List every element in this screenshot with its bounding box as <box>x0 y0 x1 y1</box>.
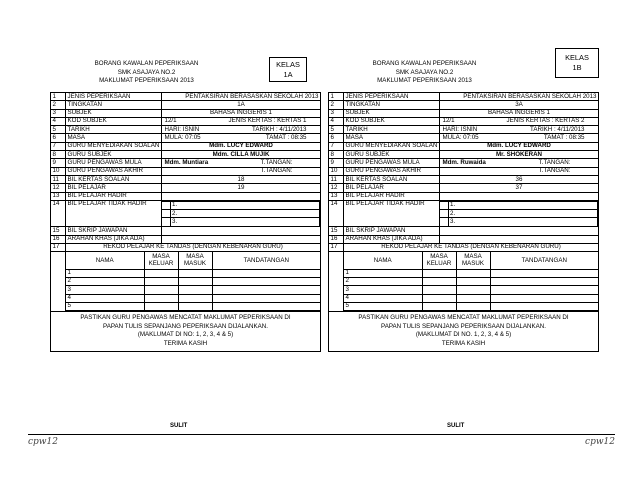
row-value-text: BAHASA INGGERIS 1 <box>488 109 550 117</box>
sig-keluar-cell <box>422 277 456 285</box>
signature-row <box>329 252 599 312</box>
sig-tandatangan-cell <box>212 294 320 302</box>
row-label: ARAHAN KHAS (JIKA ADA) <box>344 235 440 243</box>
row-number: 12 <box>51 184 66 192</box>
sig-row-number: 4 <box>344 294 422 302</box>
row-value <box>440 126 599 134</box>
table-row <box>344 294 598 302</box>
row-value <box>162 117 321 125</box>
row-value <box>162 175 321 183</box>
row-label: GURU PENGAWAS AKHIR <box>66 167 162 175</box>
row-value <box>162 93 321 101</box>
table-row <box>329 101 599 109</box>
note-line4: TERIMA KASIH <box>163 339 208 347</box>
note-block <box>51 312 321 351</box>
row-value-text: 18 <box>237 175 245 183</box>
table-row <box>51 126 321 134</box>
col-masa-masuk-l1: MASA <box>186 252 204 260</box>
col-masa-masuk-l2: MASUK <box>461 260 484 268</box>
row-number: 4 <box>329 117 344 125</box>
exam-info-table <box>50 92 321 352</box>
note-line2: PAPAN TULIS SEPANJANG PEPERIKSAAN DIJALANKAN. <box>103 322 268 330</box>
table-row <box>329 184 599 192</box>
row-value <box>440 117 599 125</box>
sig-row-number: 3 <box>66 286 144 294</box>
table-row <box>51 117 321 125</box>
sig-masuk-cell <box>456 286 490 294</box>
row-label: GURU SUBJEK <box>66 151 162 159</box>
col-nama: NAMA <box>66 252 144 269</box>
table-row <box>329 192 599 200</box>
col-masa-masuk <box>178 252 212 269</box>
row-value-left: HARI: ISNIN <box>442 125 478 133</box>
row-label: JENIS PEPERIKSAAN <box>344 93 440 101</box>
row-value-left: HARI: ISNIN <box>164 125 200 133</box>
row-value <box>162 184 321 192</box>
table-row <box>329 142 599 150</box>
note-row <box>51 312 321 351</box>
col-masa-keluar-l2: KELUAR <box>426 260 452 268</box>
row-value-right: TARIKH : 4/11/2013 <box>252 125 307 133</box>
row-value <box>440 175 599 183</box>
row-value <box>440 101 599 109</box>
row-label: TARIKH <box>66 126 162 134</box>
sig-row-number: 2 <box>344 277 422 285</box>
sig-keluar-cell <box>422 302 456 310</box>
exam-form-1a <box>50 46 321 352</box>
row-label: BIL PELAJAR TIDAK HADIR <box>344 200 440 226</box>
table-row <box>51 235 321 243</box>
row-number: 14 <box>51 200 66 226</box>
exam-info-table <box>328 92 599 352</box>
row-value-text: T.TANGAN: <box>260 167 293 175</box>
sig-tandatangan-cell <box>490 277 598 285</box>
row-value <box>162 159 321 167</box>
footer-mark: cpw12 <box>28 437 58 447</box>
signature-row <box>51 252 321 312</box>
note-line3: (MAKLUMAT DI NO. 1, 2, 3, 4 & 5) <box>415 331 512 339</box>
kelas-value: 1B <box>572 63 582 72</box>
row-label: KOD SUBJEK <box>344 117 440 125</box>
row-label: BIL PELAJAR TIDAK HADIR <box>66 200 162 226</box>
row-label: BIL PELAJAR HADIR <box>344 192 440 200</box>
table-row <box>329 227 599 235</box>
table-row <box>329 109 599 117</box>
sig-row-number: 1 <box>344 269 422 277</box>
row-value-right: TAMAT : 08:35 <box>265 134 307 142</box>
absent-gap <box>162 218 170 226</box>
table-row <box>66 302 320 310</box>
row-label: GURU MENYEDIAKAN SOALAN <box>66 142 162 150</box>
table-row <box>329 167 599 175</box>
row-number: 3 <box>51 109 66 117</box>
row-value-text: BAHASA INGGERIS 1 <box>210 109 272 117</box>
sig-row-number: 1 <box>66 269 144 277</box>
col-nama: NAMA <box>344 252 422 269</box>
row-number: 9 <box>51 159 66 167</box>
row-value <box>440 235 599 243</box>
sig-keluar-cell <box>144 294 178 302</box>
table-row <box>51 109 321 117</box>
row-value <box>440 151 599 159</box>
row-label: MASA <box>66 134 162 142</box>
footer-mark: cpw12 <box>585 437 615 447</box>
form-title-block <box>50 60 243 86</box>
note-row <box>329 312 599 351</box>
row-number: 8 <box>51 151 66 159</box>
table-row <box>329 117 599 125</box>
rekod-title: REKOD PELAJAR KE TANDAS (DENGAN KEBENARAN GURU) <box>344 243 599 251</box>
table-row <box>51 101 321 109</box>
sig-spacer <box>329 252 344 312</box>
note-line2: PAPAN TULIS SEPANJANG PEPERIKSAAN DIJALANKAN. <box>381 322 546 330</box>
row-number: 6 <box>329 134 344 142</box>
row-value <box>440 167 599 175</box>
kelas-label: KELAS <box>276 60 300 69</box>
sig-tandatangan-cell <box>490 286 598 294</box>
row-number: 5 <box>329 126 344 134</box>
col-masa-masuk <box>456 252 490 269</box>
sig-keluar-cell <box>144 277 178 285</box>
form-title: BORANG KAWALAN PEPERIKSAAN <box>94 60 199 67</box>
row-number: 7 <box>329 142 344 150</box>
sig-keluar-cell <box>144 269 178 277</box>
row-value-text: 19 <box>237 183 245 191</box>
table-row <box>51 167 321 175</box>
sig-masuk-cell <box>456 277 490 285</box>
row-number: 17 <box>329 243 344 251</box>
row-number: 15 <box>329 227 344 235</box>
row-number: 10 <box>51 167 66 175</box>
sig-keluar-cell <box>144 286 178 294</box>
table-row <box>66 269 320 277</box>
rekod-title: REKOD PELAJAR KE TANDAS (DENGAN KEBENARAN GURU) <box>66 243 321 251</box>
table-row <box>66 286 320 294</box>
sig-masuk-cell <box>178 302 212 310</box>
signature-table <box>344 252 598 311</box>
sig-masuk-cell <box>178 277 212 285</box>
row-value-text: Mdm. LUCY EDWARD <box>209 142 273 150</box>
sig-masuk-cell <box>178 269 212 277</box>
row-label: ARAHAN KHAS (JIKA ADA) <box>66 235 162 243</box>
footer-divider <box>28 434 615 435</box>
table-row <box>51 175 321 183</box>
row-value-text: 1A <box>237 100 245 108</box>
row-label: GURU PENGAWAS MULA <box>344 159 440 167</box>
row-value <box>162 167 321 175</box>
row-label: SUBJEK <box>66 109 162 117</box>
sig-keluar-cell <box>422 286 456 294</box>
sig-row-number: 4 <box>66 294 144 302</box>
exam-form-1b <box>328 46 599 352</box>
list-item <box>162 210 320 218</box>
row-value-text: 3A <box>515 100 523 108</box>
table-row <box>344 286 598 294</box>
row-value-right: T.TANGAN: <box>538 158 571 166</box>
row-value <box>440 93 599 101</box>
sig-masuk-cell <box>456 269 490 277</box>
row-number: 13 <box>51 192 66 200</box>
row-value-right: JENIS KERTAS : KERTAS 2 <box>506 117 585 125</box>
row-value <box>440 134 599 142</box>
sig-row-number: 5 <box>344 302 422 310</box>
row-value <box>162 235 321 243</box>
sig-keluar-cell <box>422 269 456 277</box>
signature-header <box>344 252 598 269</box>
row-value-text: 37 <box>515 183 523 191</box>
table-row <box>66 277 320 285</box>
sig-keluar-cell <box>422 294 456 302</box>
row-number: 17 <box>51 243 66 251</box>
col-masa-keluar-l1: MASA <box>430 252 448 260</box>
row-number: 12 <box>329 184 344 192</box>
absent-entry: 3. <box>170 218 320 226</box>
row-label: JENIS PEPERIKSAAN <box>66 93 162 101</box>
row-number: 13 <box>329 192 344 200</box>
row-label: BIL PELAJAR HADIR <box>66 192 162 200</box>
kelas-box <box>269 57 307 82</box>
col-masa-keluar <box>144 252 178 269</box>
form-subtitle: MAKLUMAT PEPERIKSAAN 2013 <box>377 77 472 85</box>
absent-list <box>440 201 598 226</box>
row-number: 2 <box>329 101 344 109</box>
row-value-left: 12/1 <box>442 117 455 125</box>
note-line3: (MAKLUMAT DI NO: 1, 2, 3, 4 & 5) <box>137 331 234 339</box>
row-number: 14 <box>329 200 344 226</box>
row-value <box>440 109 599 117</box>
row-value <box>440 142 599 150</box>
col-tandatangan: TANDATANGAN <box>490 252 598 269</box>
absent-entry: 1. <box>170 201 320 209</box>
sulit-label: SULIT <box>170 423 188 429</box>
row-number: 16 <box>329 235 344 243</box>
list-item <box>440 218 598 226</box>
sulit-label: SULIT <box>447 423 465 429</box>
table-row <box>51 227 321 235</box>
table-row-absent <box>51 200 321 226</box>
sig-masuk-cell <box>456 294 490 302</box>
col-masa-keluar-l2: KELUAR <box>148 260 174 268</box>
table-row <box>51 134 321 142</box>
signature-table <box>66 252 320 311</box>
absent-entry: 2. <box>170 210 320 218</box>
table-row <box>329 93 599 101</box>
row-value <box>162 134 321 142</box>
list-item <box>440 210 598 218</box>
sig-tandatangan-cell <box>212 269 320 277</box>
row-value-left: MULA: 07:05 <box>164 134 201 142</box>
table-row-rekod <box>51 243 321 251</box>
table-row-rekod <box>329 243 599 251</box>
row-value-text: Mr. SHOKERAN <box>495 150 543 158</box>
absent-list-cell <box>162 200 321 226</box>
row-label: GURU MENYEDIAKAN SOALAN <box>344 142 440 150</box>
row-value-text: 36 <box>515 175 523 183</box>
school-name: SMK ASAJAYA NO.2 <box>117 68 176 76</box>
row-number: 1 <box>329 93 344 101</box>
row-value-left: MULA: 07:05 <box>442 134 479 142</box>
sig-spacer <box>51 252 66 312</box>
sig-masuk-cell <box>456 302 490 310</box>
table-row <box>51 151 321 159</box>
sig-tandatangan-cell <box>212 286 320 294</box>
table-row <box>51 184 321 192</box>
kelas-label: KELAS <box>565 53 589 62</box>
signature-cell <box>66 252 321 312</box>
row-number: 10 <box>329 167 344 175</box>
row-number: 5 <box>51 126 66 134</box>
row-number: 15 <box>51 227 66 235</box>
row-value <box>162 142 321 150</box>
row-label: GURU PENGAWAS AKHIR <box>344 167 440 175</box>
row-number: 16 <box>51 235 66 243</box>
table-row <box>329 126 599 134</box>
row-value-right: T.TANGAN: <box>260 158 293 166</box>
table-row <box>329 159 599 167</box>
table-row <box>344 277 598 285</box>
absent-entry: 3. <box>448 218 598 226</box>
row-label: BIL SKRIP JAWAPAN <box>344 227 440 235</box>
note-line1: PASTIKAN GURU PENGAWAS MENCATAT MAKLUMAT PEPERIKSAAN DI <box>80 314 291 322</box>
table-row <box>344 302 598 310</box>
form-subtitle: MAKLUMAT PEPERIKSAAN 2013 <box>99 77 194 85</box>
table-row <box>51 192 321 200</box>
sig-tandatangan-cell <box>490 269 598 277</box>
col-masa-keluar-l1: MASA <box>152 252 170 260</box>
absent-list-cell <box>440 200 599 226</box>
row-value <box>440 227 599 235</box>
row-value-left: 12/1 <box>164 117 177 125</box>
col-tandatangan: TANDATANGAN <box>212 252 320 269</box>
form-title: BORANG KAWALAN PEPERIKSAAN <box>372 60 477 67</box>
note-line4: TERIMA KASIH <box>441 339 486 347</box>
form-header <box>328 46 599 92</box>
row-value-right: JENIS KERTAS : KERTAS 1 <box>228 117 307 125</box>
row-label: SUBJEK <box>344 109 440 117</box>
sig-row-number: 5 <box>66 302 144 310</box>
row-value <box>440 184 599 192</box>
row-label: BIL PELAJAR <box>66 184 162 192</box>
row-label: TINGKATAN <box>66 101 162 109</box>
row-label: KOD SUBJEK <box>66 117 162 125</box>
list-item <box>162 201 320 209</box>
row-value <box>162 151 321 159</box>
row-value-text: PENTAKSIRAN BERASASKAN SEKOLAH 2013 <box>463 92 597 100</box>
row-label: BIL KERTAS SOALAN <box>344 175 440 183</box>
absent-gap <box>440 218 448 226</box>
sig-tandatangan-cell <box>212 302 320 310</box>
absent-entry: 1. <box>448 201 598 209</box>
row-value-text: Mdm. LUCY EDWARD <box>487 142 551 150</box>
col-masa-keluar <box>422 252 456 269</box>
row-label: MASA <box>344 134 440 142</box>
row-value <box>440 159 599 167</box>
table-row <box>329 235 599 243</box>
row-value <box>162 109 321 117</box>
absent-list <box>162 201 320 226</box>
table-row <box>329 175 599 183</box>
row-value-left: Mdm. Muntiara <box>164 158 209 166</box>
note-block <box>329 312 599 351</box>
row-value <box>162 101 321 109</box>
table-row <box>329 151 599 159</box>
school-name: SMK ASAJAYA NO.2 <box>395 68 454 76</box>
row-number: 1 <box>51 93 66 101</box>
row-value-right: TARIKH : 4/11/2013 <box>530 125 585 133</box>
sig-tandatangan-cell <box>490 294 598 302</box>
table-row <box>51 159 321 167</box>
row-value-right: TAMAT : 08:35 <box>543 134 585 142</box>
row-number: 4 <box>51 117 66 125</box>
row-label: BIL KERTAS SOALAN <box>66 175 162 183</box>
sig-masuk-cell <box>178 286 212 294</box>
form-title-block <box>328 60 521 86</box>
col-masa-masuk-l2: MASUK <box>183 260 206 268</box>
sig-row-number: 3 <box>344 286 422 294</box>
absent-gap <box>440 201 448 209</box>
table-row <box>329 134 599 142</box>
row-number: 2 <box>51 101 66 109</box>
row-label: GURU SUBJEK <box>344 151 440 159</box>
row-number: 6 <box>51 134 66 142</box>
row-value <box>162 227 321 235</box>
row-label: TINGKATAN <box>344 101 440 109</box>
list-item <box>162 218 320 226</box>
row-value-left: Mdm. Ruwaida <box>442 158 486 166</box>
row-number: 11 <box>329 175 344 183</box>
row-value <box>162 126 321 134</box>
row-number: 11 <box>51 175 66 183</box>
sig-keluar-cell <box>144 302 178 310</box>
table-row <box>51 93 321 101</box>
kelas-box <box>555 48 599 78</box>
sig-tandatangan-cell <box>490 302 598 310</box>
row-label: BIL PELAJAR <box>344 184 440 192</box>
row-value <box>440 192 599 200</box>
row-number: 9 <box>329 159 344 167</box>
absent-gap <box>162 201 170 209</box>
row-value-text: PENTAKSIRAN BERASASKAN SEKOLAH 2013 <box>185 92 319 100</box>
row-label: GURU PENGAWAS MULA <box>66 159 162 167</box>
row-value-text: Mdm. CILLA MUJIK <box>212 150 270 158</box>
table-row <box>51 142 321 150</box>
sig-tandatangan-cell <box>212 277 320 285</box>
note-line1: PASTIKAN GURU PENGAWAS MENCATAT MAKLUMAT PEPERIKSAAN DI <box>358 314 569 322</box>
list-item <box>440 201 598 209</box>
signature-cell <box>344 252 599 312</box>
sig-masuk-cell <box>178 294 212 302</box>
row-label: TARIKH <box>344 126 440 134</box>
col-masa-masuk-l1: MASA <box>464 252 482 260</box>
row-number: 3 <box>329 109 344 117</box>
table-row-absent <box>329 200 599 226</box>
absent-gap <box>440 210 448 218</box>
absent-gap <box>162 210 170 218</box>
absent-entry: 2. <box>448 210 598 218</box>
signature-header <box>66 252 320 269</box>
row-label: BIL SKRIP JAWAPAN <box>66 227 162 235</box>
row-value-text: T.TANGAN: <box>538 167 571 175</box>
row-number: 8 <box>329 151 344 159</box>
form-header <box>50 46 321 92</box>
table-row <box>344 269 598 277</box>
kelas-value: 1A <box>283 70 293 79</box>
row-number: 7 <box>51 142 66 150</box>
sig-row-number: 2 <box>66 277 144 285</box>
row-value <box>162 192 321 200</box>
table-row <box>66 294 320 302</box>
